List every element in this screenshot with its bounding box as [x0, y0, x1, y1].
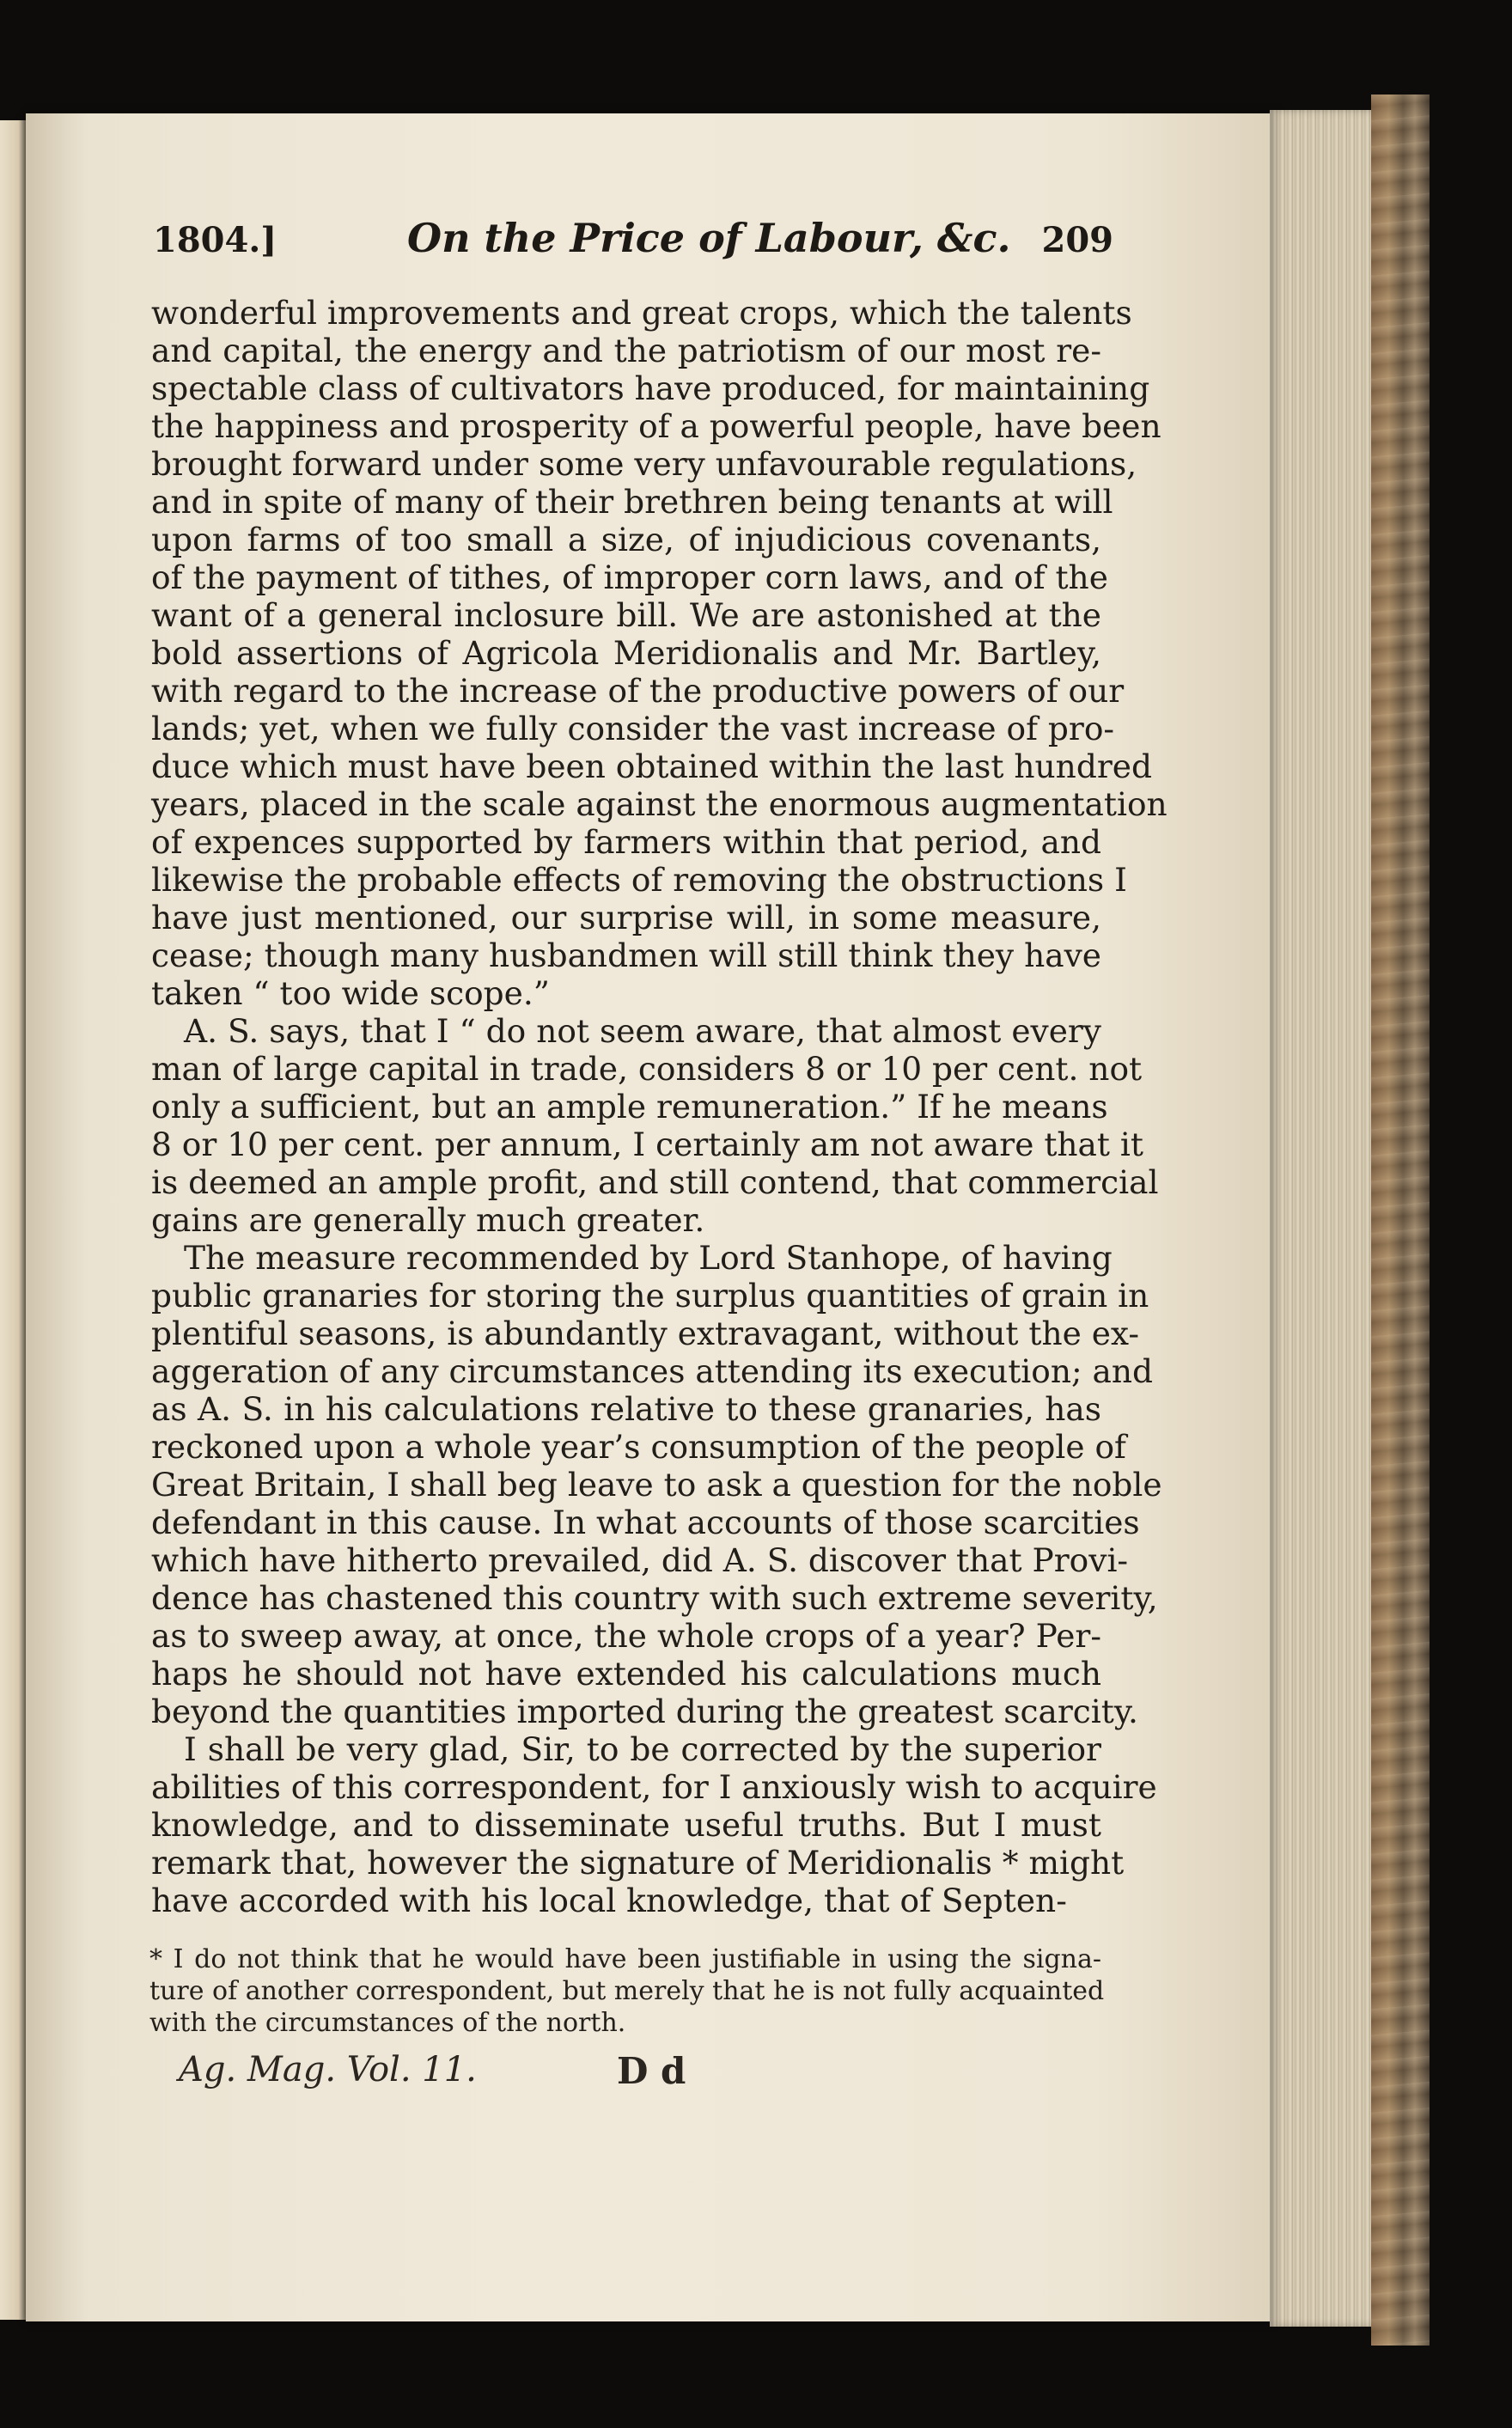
- body-line: bold assertions of Agricola Meridionalis and Mr. Bartley,: [151, 634, 1101, 672]
- body-line: lands; yet, when we fully consider the vast increase of pro-: [151, 710, 1115, 747]
- book-cover-edge: [1371, 95, 1430, 2346]
- footnote: [149, 1943, 1105, 2039]
- body-line: as A. S. in his calculations relative to these granaries, has: [151, 1390, 1101, 1428]
- body-line: and capital, the energy and the patriotism of our most re-: [151, 332, 1101, 369]
- body-line: abilities of this correspondent, for I anxiously wish to acquire: [151, 1768, 1157, 1806]
- body-line: have accorded with his local knowledge, that of Septen-: [151, 1882, 1067, 1919]
- body-line: I shall be very glad, Sir, to be corrected by the superior: [184, 1730, 1101, 1768]
- body-line: upon farms of too small a size, of injudicious covenants,: [151, 521, 1101, 558]
- signature-mark: D d: [617, 2050, 686, 2092]
- body-line: want of a general inclosure bill. We are astonished at the: [151, 596, 1101, 634]
- header-year: 1804.]: [153, 220, 277, 260]
- body-line: knowledge, and to disseminate useful truths. But I must: [151, 1806, 1101, 1844]
- body-line: reckoned upon a whole year’s consumption of the people of: [151, 1428, 1126, 1466]
- running-header: [153, 215, 1115, 271]
- body-line: with regard to the increase of the productive powers of our: [151, 672, 1125, 710]
- header-title: On the Price of Labour, &c.: [407, 215, 1011, 261]
- body-line: cease; though many husbandmen will still think they have: [151, 936, 1101, 974]
- footnote-line: ture of another correspondent, but merely that he is not fully acquainted: [149, 1976, 1105, 2006]
- body-line: aggeration of any circumstances attending its execution; and: [151, 1352, 1154, 1390]
- body-line: likewise the probable effects of removing the obstructions I: [151, 861, 1127, 899]
- body-line: spectable class of cultivators have produced, for maintaining: [151, 369, 1150, 407]
- body-line: the happiness and prosperity of a powerful people, have been: [151, 407, 1161, 445]
- body-line: have just mentioned, our surprise will, in some measure,: [151, 899, 1101, 936]
- body-line: dence has chastened this country with such extreme severity,: [151, 1579, 1158, 1617]
- body-line: plentiful seasons, is abundantly extravagant, without the ex-: [151, 1315, 1140, 1352]
- page-number: 209: [1041, 220, 1113, 260]
- body-line: is deemed an ample profit, and still contend, that commercial: [151, 1163, 1159, 1201]
- page-stack-edges: [1270, 110, 1373, 2327]
- body-line: duce which must have been obtained within the last hundred: [151, 747, 1152, 785]
- body-line: which have hitherto prevailed, did A. S. discover that Provi-: [151, 1541, 1129, 1579]
- body-line: years, placed in the scale against the enormous augmentation: [151, 785, 1168, 823]
- signature-left: Ag. Mag. Vol. 11.: [179, 2050, 477, 2089]
- footnote-line: * I do not think that he would have been justifiable in using the signa-: [149, 1944, 1101, 1974]
- body-line: remark that, however the signature of Meridionalis * might: [151, 1844, 1125, 1882]
- body-line: The measure recommended by Lord Stanhope, of having: [184, 1239, 1113, 1277]
- body-line: public granaries for storing the surplus quantities of grain in: [151, 1277, 1149, 1315]
- body-line: of the payment of tithes, of improper corn laws, and of the: [151, 558, 1108, 596]
- body-line: Great Britain, I shall beg leave to ask a question for the noble: [151, 1466, 1162, 1504]
- body-line: brought forward under some very unfavourable regulations,: [151, 445, 1137, 483]
- body-text: [151, 294, 1168, 1919]
- signature-line: [179, 2050, 1038, 2098]
- body-line: 8 or 10 per cent. per annum, I certainly am not aware that it: [151, 1126, 1143, 1163]
- body-line: beyond the quantities imported during the greatest scarcity.: [151, 1693, 1138, 1730]
- body-line: gains are generally much greater.: [151, 1201, 705, 1239]
- body-line: haps he should not have extended his calculations much: [151, 1655, 1101, 1693]
- footnote-line: with the circumstances of the north.: [149, 2008, 626, 2038]
- body-line: A. S. says, that I “ do not seem aware, that almost every: [184, 1012, 1101, 1050]
- body-line: as to sweep away, at once, the whole crops of a year? Per-: [151, 1617, 1101, 1655]
- body-line: wonderful improvements and great crops, which the talents: [151, 294, 1132, 332]
- body-line: and in spite of many of their brethren being tenants at will: [151, 483, 1113, 521]
- body-line: defendant in this cause. In what accounts of those scarcities: [151, 1504, 1140, 1541]
- body-line: of expences supported by farmers within that period, and: [151, 823, 1101, 861]
- body-line: only a sufficient, but an ample remuneration.” If he means: [151, 1088, 1108, 1126]
- body-line: man of large capital in trade, considers 8 or 10 per cent. not: [151, 1050, 1143, 1088]
- body-line: taken “ too wide scope.”: [151, 974, 550, 1012]
